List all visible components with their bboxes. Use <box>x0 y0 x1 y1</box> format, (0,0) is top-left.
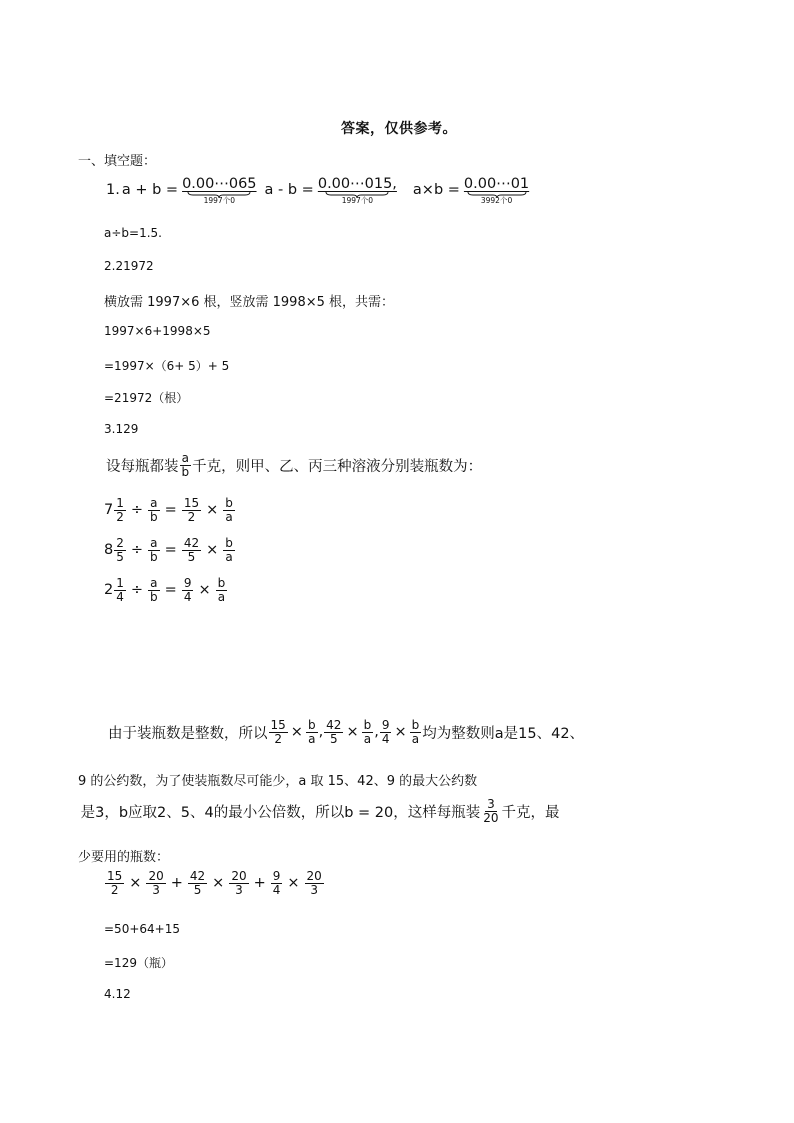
q3-p3-pre: 是3，b应取2、5、4的最小公倍数，所以b = 20，这样每瓶装 <box>76 804 481 821</box>
fraction-denominator: 3 <box>235 882 243 897</box>
fraction-denominator: 5 <box>329 731 338 746</box>
whole-part: 7 <box>104 502 114 518</box>
q1-prod-left: a×b = <box>412 182 460 199</box>
fraction <box>380 719 392 745</box>
fraction-numerator: b <box>411 718 420 732</box>
q3-sum-expression <box>104 870 325 896</box>
fraction-denominator: a <box>225 509 233 524</box>
mixed-number <box>104 537 127 563</box>
q2-answer: 2.21972 <box>104 259 154 273</box>
fraction-numerator: 1 <box>116 495 124 510</box>
fraction-numerator: 15 <box>270 718 286 732</box>
fraction-denominator: b <box>150 589 158 604</box>
q1-sum-value <box>182 176 256 205</box>
fraction-denominator: 4 <box>381 731 390 746</box>
fraction <box>306 719 318 745</box>
q3-intro <box>106 452 482 478</box>
fraction-denominator: 2 <box>110 882 119 897</box>
fraction-denominator: 2 <box>187 509 196 524</box>
fraction-numerator: a <box>150 575 158 590</box>
fraction-numerator: 9 <box>183 575 192 590</box>
fraction-denominator: 5 <box>116 549 124 564</box>
times-sign: × <box>206 542 219 558</box>
q2-line-1: 1997×6+1998×5 <box>104 324 211 338</box>
q2-line-3: =21972（根） <box>104 391 189 405</box>
times-sign: × <box>206 502 219 518</box>
mixed-number <box>104 577 127 603</box>
fraction-numerator: a <box>150 535 158 550</box>
fraction-denominator: 5 <box>193 882 202 897</box>
fraction <box>481 798 500 824</box>
fraction-numerator: 9 <box>381 718 390 732</box>
fraction-denominator: 3 <box>310 882 318 897</box>
fraction-numerator: b <box>225 535 233 550</box>
fraction-denominator: 3 <box>152 882 160 897</box>
q3-intro-post: 千克，则甲、乙、丙三种溶液分别装瓶数为： <box>192 458 483 475</box>
fraction-denominator: a <box>217 589 226 604</box>
comma-separator: , <box>318 724 324 741</box>
fraction <box>223 497 235 523</box>
times-sign: × <box>198 582 211 598</box>
equals-sign: = <box>164 582 177 598</box>
q1-diff-decimal: 0.00⋯015, <box>317 176 397 192</box>
q1-expressions <box>106 176 529 205</box>
fraction-numerator: a <box>181 451 189 465</box>
q1-diff-value <box>318 176 397 205</box>
fraction-numerator: 2 <box>116 535 124 550</box>
fraction <box>105 870 124 896</box>
q3-paragraph-2: 9 的公约数，为了使装瓶数尽可能少，a 取 15、42、9 的最大公约数 <box>78 774 478 789</box>
fraction-numerator: 42 <box>326 718 342 732</box>
whole-part: 8 <box>104 542 114 558</box>
fraction <box>182 537 201 563</box>
divide-sign: ÷ <box>130 502 144 518</box>
fraction-numerator: 1 <box>116 575 124 590</box>
fraction-numerator: b <box>217 575 226 590</box>
fraction <box>324 719 343 745</box>
fraction-denominator: 2 <box>116 509 124 524</box>
divide-sign: ÷ <box>130 582 144 598</box>
times-sign: × <box>394 724 407 741</box>
fraction-numerator: 3 <box>487 797 495 811</box>
q3-answer: 3.129 <box>104 422 139 436</box>
q1-diff-zero-count: 1997个0 <box>341 196 374 205</box>
fraction <box>362 719 374 745</box>
q3-paragraph-4: 少要用的瓶数： <box>78 850 170 865</box>
fraction <box>229 870 248 896</box>
q3-p3-post: 千克，最 <box>501 804 560 821</box>
comma-separator: , <box>374 724 379 741</box>
fraction <box>146 870 165 896</box>
fraction-denominator: 4 <box>183 589 192 604</box>
fraction-numerator: 9 <box>272 869 281 883</box>
q3-paragraph-1 <box>108 719 584 745</box>
fraction <box>188 870 207 896</box>
fraction <box>114 577 126 603</box>
fraction <box>269 719 288 745</box>
whole-part: 2 <box>104 582 114 598</box>
fraction <box>148 537 160 563</box>
fraction-numerator: b <box>225 495 233 510</box>
q2-line-2: =1997×（6+ 5）+ 5 <box>104 359 230 373</box>
q1-number: 1. <box>106 182 120 199</box>
fraction-denominator: a <box>225 549 233 564</box>
q3-equations <box>104 490 236 610</box>
fraction-numerator: b <box>307 718 316 732</box>
fraction-denominator: 20 <box>483 810 499 825</box>
q4-answer: 4.12 <box>104 987 131 1001</box>
fraction-numerator: 20 <box>231 869 247 883</box>
fraction-denominator: b <box>150 509 158 524</box>
times-sign: × <box>129 875 142 892</box>
fraction-numerator: 15 <box>183 495 200 510</box>
fraction-numerator: 42 <box>183 535 200 550</box>
q3-paragraph-3 <box>76 798 560 824</box>
fraction-denominator: b <box>150 549 158 564</box>
fraction-denominator: b <box>181 464 190 479</box>
fraction-numerator: 15 <box>107 869 123 883</box>
q3-intro-pre: 设每瓶都装 <box>106 458 179 475</box>
q3-result-line-2: =129（瓶） <box>104 956 173 970</box>
equals-sign: = <box>164 502 177 518</box>
fraction <box>305 870 324 896</box>
fraction-numerator: 42 <box>189 869 206 883</box>
section-heading: 一、填空题： <box>78 154 157 169</box>
q3-result-line-1: =50+64+15 <box>104 922 180 936</box>
fraction <box>182 577 194 603</box>
q1-prod-decimal: 0.00⋯01 <box>463 176 530 192</box>
fraction <box>114 497 126 523</box>
q1-prod-zero-count: 3992个0 <box>480 196 513 205</box>
fraction <box>271 870 283 896</box>
times-sign: × <box>346 724 359 741</box>
plus-sign: + <box>253 875 266 892</box>
fraction <box>223 537 235 563</box>
divide-sign: ÷ <box>130 542 144 558</box>
equation-row <box>104 530 236 570</box>
fraction-denominator: a <box>363 731 372 746</box>
q1-sum-zero-count: 1997个0 <box>203 196 235 205</box>
page-title: 答案，仅供参考。 <box>341 121 457 137</box>
fraction-denominator: 5 <box>187 549 196 564</box>
equation-row <box>104 570 236 610</box>
fraction-numerator: 20 <box>306 869 322 883</box>
equation-row <box>104 490 236 530</box>
equals-sign: = <box>164 542 177 558</box>
q1-diff-left: a - b = <box>264 182 314 199</box>
fraction-numerator: a <box>150 495 158 510</box>
fraction-denominator: 4 <box>272 882 281 897</box>
fraction-denominator: a <box>308 731 316 746</box>
q1-sum-decimal: 0.00⋯065 <box>182 176 257 192</box>
fraction-numerator: 20 <box>148 869 164 883</box>
times-sign: × <box>287 875 300 892</box>
times-sign: × <box>212 875 225 892</box>
fraction <box>182 497 201 523</box>
fraction-numerator: b <box>363 718 372 732</box>
fraction <box>180 452 192 478</box>
fraction-denominator: a <box>411 731 420 746</box>
q1-division-line: a÷b=1.5. <box>104 226 162 240</box>
fraction-denominator: 4 <box>116 589 124 604</box>
plus-sign: + <box>170 875 183 892</box>
fraction <box>216 577 228 603</box>
mixed-number <box>104 497 127 523</box>
q2-explanation: 横放需 1997×6 根，竖放需 1998×5 根，共需： <box>104 295 395 310</box>
q3-p1-pre: 由于装瓶数是整数，所以 <box>108 725 268 742</box>
q1-prod-value <box>464 176 529 205</box>
q1-sum-left: a + b = <box>121 182 179 199</box>
times-sign: × <box>290 724 303 741</box>
fraction-denominator: 2 <box>274 731 282 746</box>
q3-p1-post: 均为整数则a是15、42、 <box>422 725 585 742</box>
fraction <box>114 537 126 563</box>
fraction <box>148 497 160 523</box>
fraction <box>148 577 160 603</box>
fraction <box>410 719 422 745</box>
